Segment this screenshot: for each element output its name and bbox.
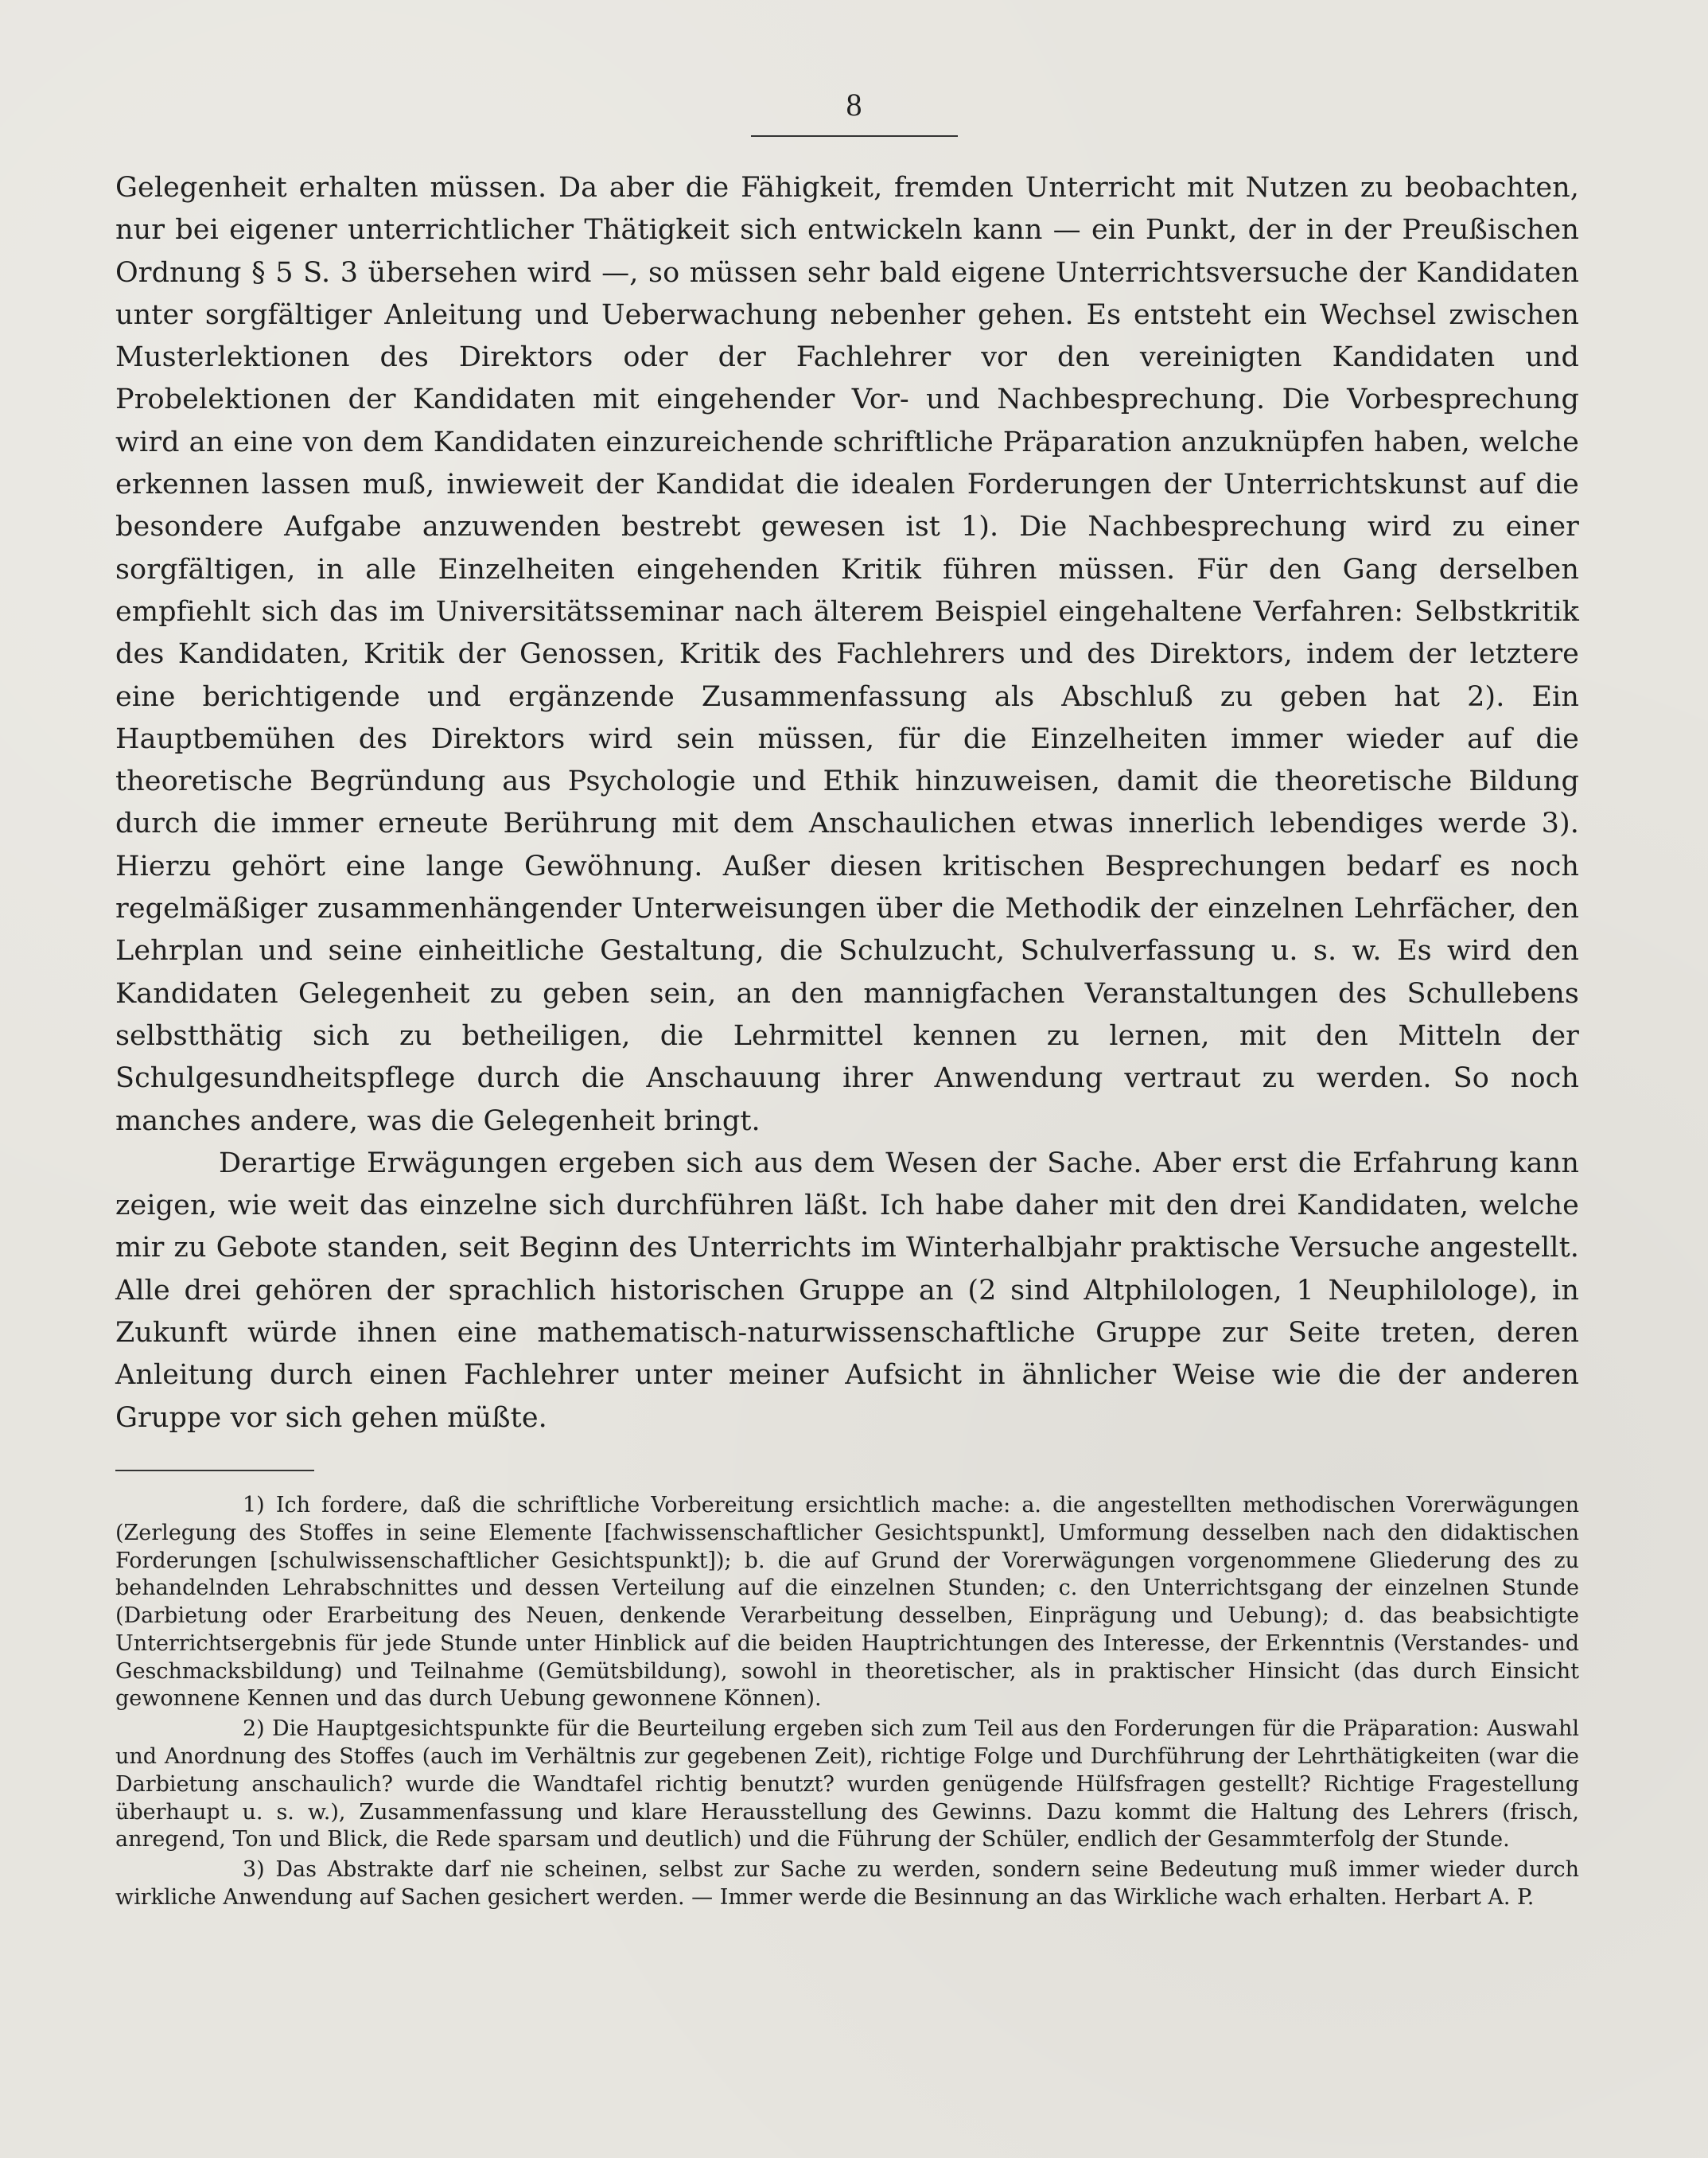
footnote-3: 3) Das Abstrakte darf nie scheinen, selbst zur Sache zu werden, sondern seine Bedeutung muß immer wieder durch wirkliche Anwendung auf Sachen gesichert werden. — Immer werde die Besinnung an das Wirkliche wach erhalten. Herbart A. P. <box>115 1857 1579 1911</box>
page-content <box>115 167 1579 1912</box>
footnote-1: 1) Ich fordere, daß die schriftliche Vorbereitung ersichtlich mache: a. die angestellten methodischen Vorerwägungen (Zerlegung des Stoffes in seine Elemente [fachwissenschaftlicher Gesichtspunkt], Umformung desselben nach den didaktischen Forderungen [schulwissenschaftlicher Gesichtspunkt]); b. die auf Grund der Vorerwägungen vorgenommene Gliederung des zu behandelnden Lehrabschnittes und dessen Verteilung auf die einzelnen Stunden; c. den Unterrichtsgang der einzelnen Stunde (Darbietung oder Erarbeitung des Neuen, denkende Verarbeitung desselben, Einprägung und Uebung); d. das beabsichtigte Unterrichtsergebnis für jede Stunde unter Hinblick auf die beiden Hauptrichtungen des Interesse, der Erkenntnis (Verstandes- und Geschmacksbildung) und Teilnahme (Gemütsbildung), sowohl in theoretischer, als in praktischer Hinsicht (das durch Einsicht gewonnene Kennen und das durch Uebung gewonnene Können). <box>115 1492 1579 1712</box>
main-paragraph-1: Gelegenheit erhalten müssen. Da aber die Fähigkeit, fremden Unterricht mit Nutzen zu beobachten, nur bei eigener unterrichtlicher Thätigkeit sich entwickeln kann — ein Punkt, der in der Preußischen Ordnung § 5 S. 3 übersehen wird —, so müssen sehr bald eigene Unterrichtsversuche der Kandidaten unter sorgfältiger Anleitung und Ueberwachung nebenher gehen. Es entsteht ein Wechsel zwischen Musterlektionen des Direktors oder der Fachlehrer vor den vereinigten Kandidaten und Probelektionen der Kandidaten mit eingehender Vor- und Nachbesprechung. Die Vorbesprechung wird an eine von dem Kandidaten einzureichende schriftliche Präparation anzuknüpfen haben, welche erkennen lassen muß, inwieweit der Kandidat die idealen Forderungen der Unterrichtskunst auf die besondere Aufgabe anzuwenden bestrebt gewesen ist 1). Die Nachbesprechung wird zu einer sorgfältigen, in alle Einzelheiten eingehenden Kritik führen müssen. Für den Gang derselben empfiehlt sich das im Universitätsseminar nach älterem Beispiel eingehaltene Verfahren: Selbstkritik des Kandidaten, Kritik der Genossen, Kritik des Fachlehrers und des Direktors, indem der letztere eine berichtigende und ergänzende Zusammenfassung als Abschluß zu geben hat 2). Ein Hauptbemühen des Direktors wird sein müssen, für die Einzelheiten immer wieder auf die theoretische Begründung aus Psychologie und Ethik hinzuweisen, damit die theoretische Bildung durch die immer erneute Berührung mit dem Anschaulichen etwas innerlich lebendiges werde 3). Hierzu gehört eine lange Gewöhnung. Außer diesen kritischen Besprechungen bedarf es noch regelmäßiger zusammenhängender Unterweisungen über die Methodik der einzelnen Lehrfächer, den Lehrplan und seine einheitliche Gestaltung, die Schulzucht, Schulverfassung u. s. w. Es wird den Kandidaten Gelegenheit zu geben sein, an den mannigfachen Veranstaltungen des Schullebens selbstthätig sich zu betheiligen, die Lehrmittel kennen zu lernen, mit den Mitteln der Schulgesundheitspflege durch die Anschauung ihrer Anwendung vertraut zu werden. So noch manches andere, was die Gelegenheit bringt. <box>115 172 1579 1137</box>
header-rule <box>751 135 958 137</box>
main-paragraph-2: Derartige Erwägungen ergeben sich aus dem Wesen der Sache. Aber erst die Erfahrung kann zeigen, wie weit das einzelne sich durchführen läßt. Ich habe daher mit den drei Kandidaten, welche mir zu Gebote standen, seit Beginn des Unterrichts im Winterhalbjahr praktische Versuche angestellt. Alle drei gehören der sprachlich historischen Gruppe an (2 sind Altphilologen, 1 Neuphilologe), in Zukunft würde ihnen eine mathematisch-naturwissenschaftliche Gruppe zur Seite treten, deren Anleitung durch einen Fachlehrer unter meiner Aufsicht in ähnlicher Weise wie die der anderen Gruppe vor sich gehen müßte. <box>115 1147 1579 1434</box>
page-header <box>0 89 1708 137</box>
footnote-2: 2) Die Hauptgesichtspunkte für die Beurteilung ergeben sich zum Teil aus den Forderungen für die Präparation: Auswahl und Anordnung des Stoffes (auch im Verhältnis zur gegebenen Zeit), richtige Folge und Durchführung der Lehrthätigkeiten (war die Darbietung anschaulich? wurde die Wandtafel richtig benutzt? wurden genügende Hülfsfragen gestellt? Richtige Fragestellung überhaupt u. s. w.), Zusammenfassung und klare Herausstellung des Gewinns. Dazu kommt die Haltung des Lehrers (frisch, anregend, Ton und Blick, die Rede sparsam und deutlich) und die Führung der Schüler, endlich der Gesammterfolg der Stunde. <box>115 1716 1579 1852</box>
footnote-rule <box>115 1470 314 1471</box>
footnotes <box>115 1492 1579 1912</box>
page-number: 8 <box>846 87 862 123</box>
